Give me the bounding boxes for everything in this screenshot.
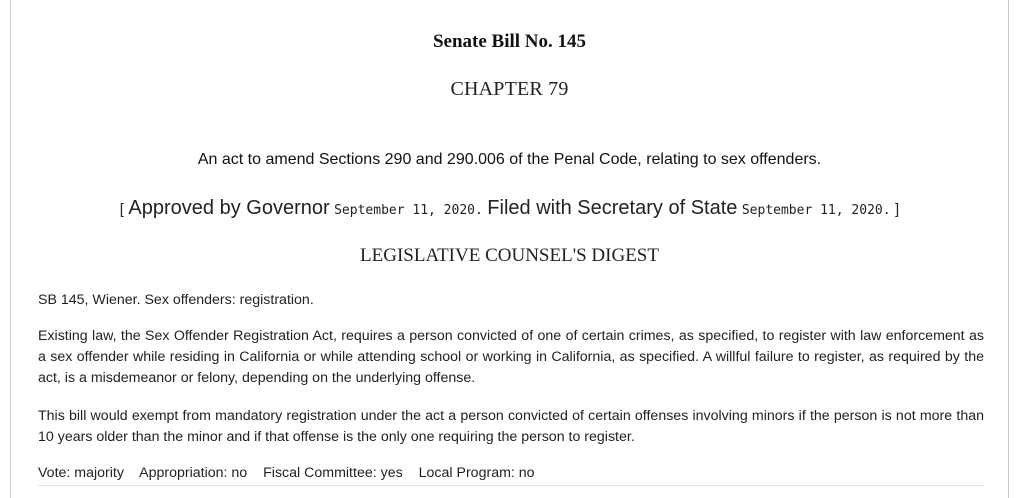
- digest-paragraph: Existing law, the Sex Offender Registration Act, requires a person convicted of one of certain crimes, as specified, to register with law enforcement as a sex offender while residing in California or while attending school or working in California, as specified. A willful failure to register, as required by the act, is a misdemeanor or felony, depending on the underlying offense.: [38, 328, 984, 386]
- approval-line: [11, 197, 1008, 220]
- digest-paragraph: This bill would exempt from mandatory registration under the act a person convicted of certain offenses involving minors if the person is not more than 10 years older than the minor and if that offense is the only one requiring the person to register.: [38, 408, 984, 445]
- chapter-heading: CHAPTER 79: [450, 78, 569, 100]
- digest-heading: LEGISLATIVE COUNSEL'S DIGEST: [360, 245, 659, 266]
- approved-by-governor-label: Approved by Governor: [128, 197, 330, 219]
- fiscal-committee-status: Fiscal Committee: yes: [263, 465, 403, 481]
- divider: [38, 485, 984, 486]
- filed-with-secretary-label: Filed with Secretary of State: [487, 197, 738, 219]
- vote-requirement: Vote: majority: [38, 465, 124, 481]
- approval-close-bracket: ]: [895, 201, 900, 218]
- digest-summary: SB 145, Wiener. Sex offenders: registration.: [38, 292, 314, 308]
- bill-number: Senate Bill No. 145: [432, 31, 587, 52]
- appropriation-status: Appropriation: no: [139, 465, 248, 481]
- bill-document: [10, 0, 1009, 498]
- filed-date: September 11, 2020.: [741, 203, 891, 218]
- approval-open-bracket: [: [119, 201, 124, 218]
- vote-info-line: [38, 463, 984, 483]
- local-program-status: Local Program: no: [418, 465, 535, 481]
- approved-date: September 11, 2020.: [334, 203, 483, 218]
- bill-title: An act to amend Sections 290 and 290.006 of the Penal Code, relating to sex offenders.: [197, 151, 822, 168]
